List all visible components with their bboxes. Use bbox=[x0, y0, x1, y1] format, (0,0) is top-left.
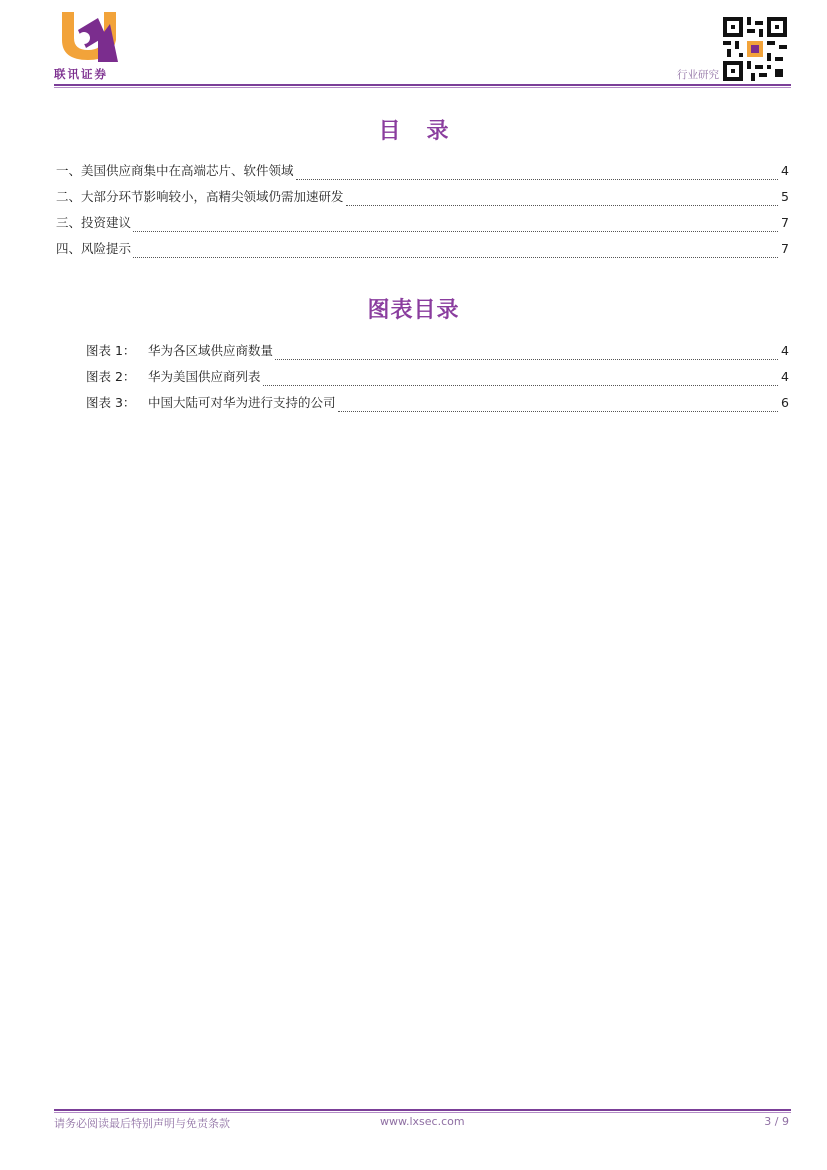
figure-entry-label: 华为美国供应商列表 bbox=[148, 369, 261, 384]
figure-entry-page: 4 bbox=[781, 369, 789, 384]
toc-entry-page: 7 bbox=[781, 241, 789, 256]
section-label: 行业研究 bbox=[677, 69, 719, 81]
toc-entry-label: 二、大部分环节影响较小，高精尖领域仍需加速研发 bbox=[56, 189, 344, 204]
page-header bbox=[0, 0, 827, 92]
footer-divider bbox=[54, 1109, 791, 1113]
toc-entry-label: 三、投资建议 bbox=[56, 215, 132, 230]
toc-entry-page: 5 bbox=[781, 189, 789, 204]
dot-leader bbox=[346, 196, 779, 206]
dot-leader bbox=[133, 248, 778, 258]
dot-leader bbox=[338, 402, 779, 412]
toc-list bbox=[56, 161, 789, 265]
toc-entry-page: 4 bbox=[781, 163, 789, 178]
figure-entry[interactable] bbox=[86, 367, 789, 393]
figure-entry-page: 6 bbox=[781, 395, 789, 410]
toc-entry[interactable] bbox=[56, 187, 789, 213]
dot-leader bbox=[296, 170, 779, 180]
dot-leader bbox=[275, 350, 778, 360]
figure-number: 图表 2： bbox=[86, 369, 136, 384]
toc-entry[interactable] bbox=[56, 213, 789, 239]
figure-entry[interactable] bbox=[86, 393, 789, 419]
qr-code-icon bbox=[723, 17, 787, 81]
toc-entry[interactable] bbox=[56, 239, 789, 265]
logo-mark-icon bbox=[54, 10, 134, 66]
company-logo bbox=[54, 10, 134, 82]
toc-entry-label: 一、美国供应商集中在高端芯片、软件领域 bbox=[56, 163, 294, 178]
figure-list bbox=[86, 341, 789, 419]
toc-entry[interactable] bbox=[56, 161, 789, 187]
figure-entry-label: 中国大陆可对华为进行支持的公司 bbox=[148, 395, 336, 410]
header-divider bbox=[54, 84, 791, 88]
figure-number: 图表 3： bbox=[86, 395, 136, 410]
footer-website-link[interactable]: www.lxsec.com bbox=[380, 1115, 465, 1128]
dot-leader bbox=[133, 222, 778, 232]
footer-disclaimer: 请务必阅读最后特别声明与免责条款 bbox=[54, 1117, 230, 1130]
figure-entry-page: 4 bbox=[781, 343, 789, 358]
figure-list-title: 图表目录 bbox=[367, 298, 460, 323]
toc-title: 目录 bbox=[378, 119, 475, 144]
toc-entry-label: 四、风险提示 bbox=[56, 241, 132, 256]
figure-entry[interactable] bbox=[86, 341, 789, 367]
figure-number: 图表 1： bbox=[86, 343, 136, 358]
dot-leader bbox=[263, 376, 779, 386]
figure-entry-label: 华为各区域供应商数量 bbox=[148, 343, 274, 358]
toc-entry-page: 7 bbox=[781, 215, 789, 230]
page-number: 3 / 9 bbox=[764, 1115, 789, 1128]
logo-brand-text: 联讯证券 bbox=[54, 67, 108, 81]
